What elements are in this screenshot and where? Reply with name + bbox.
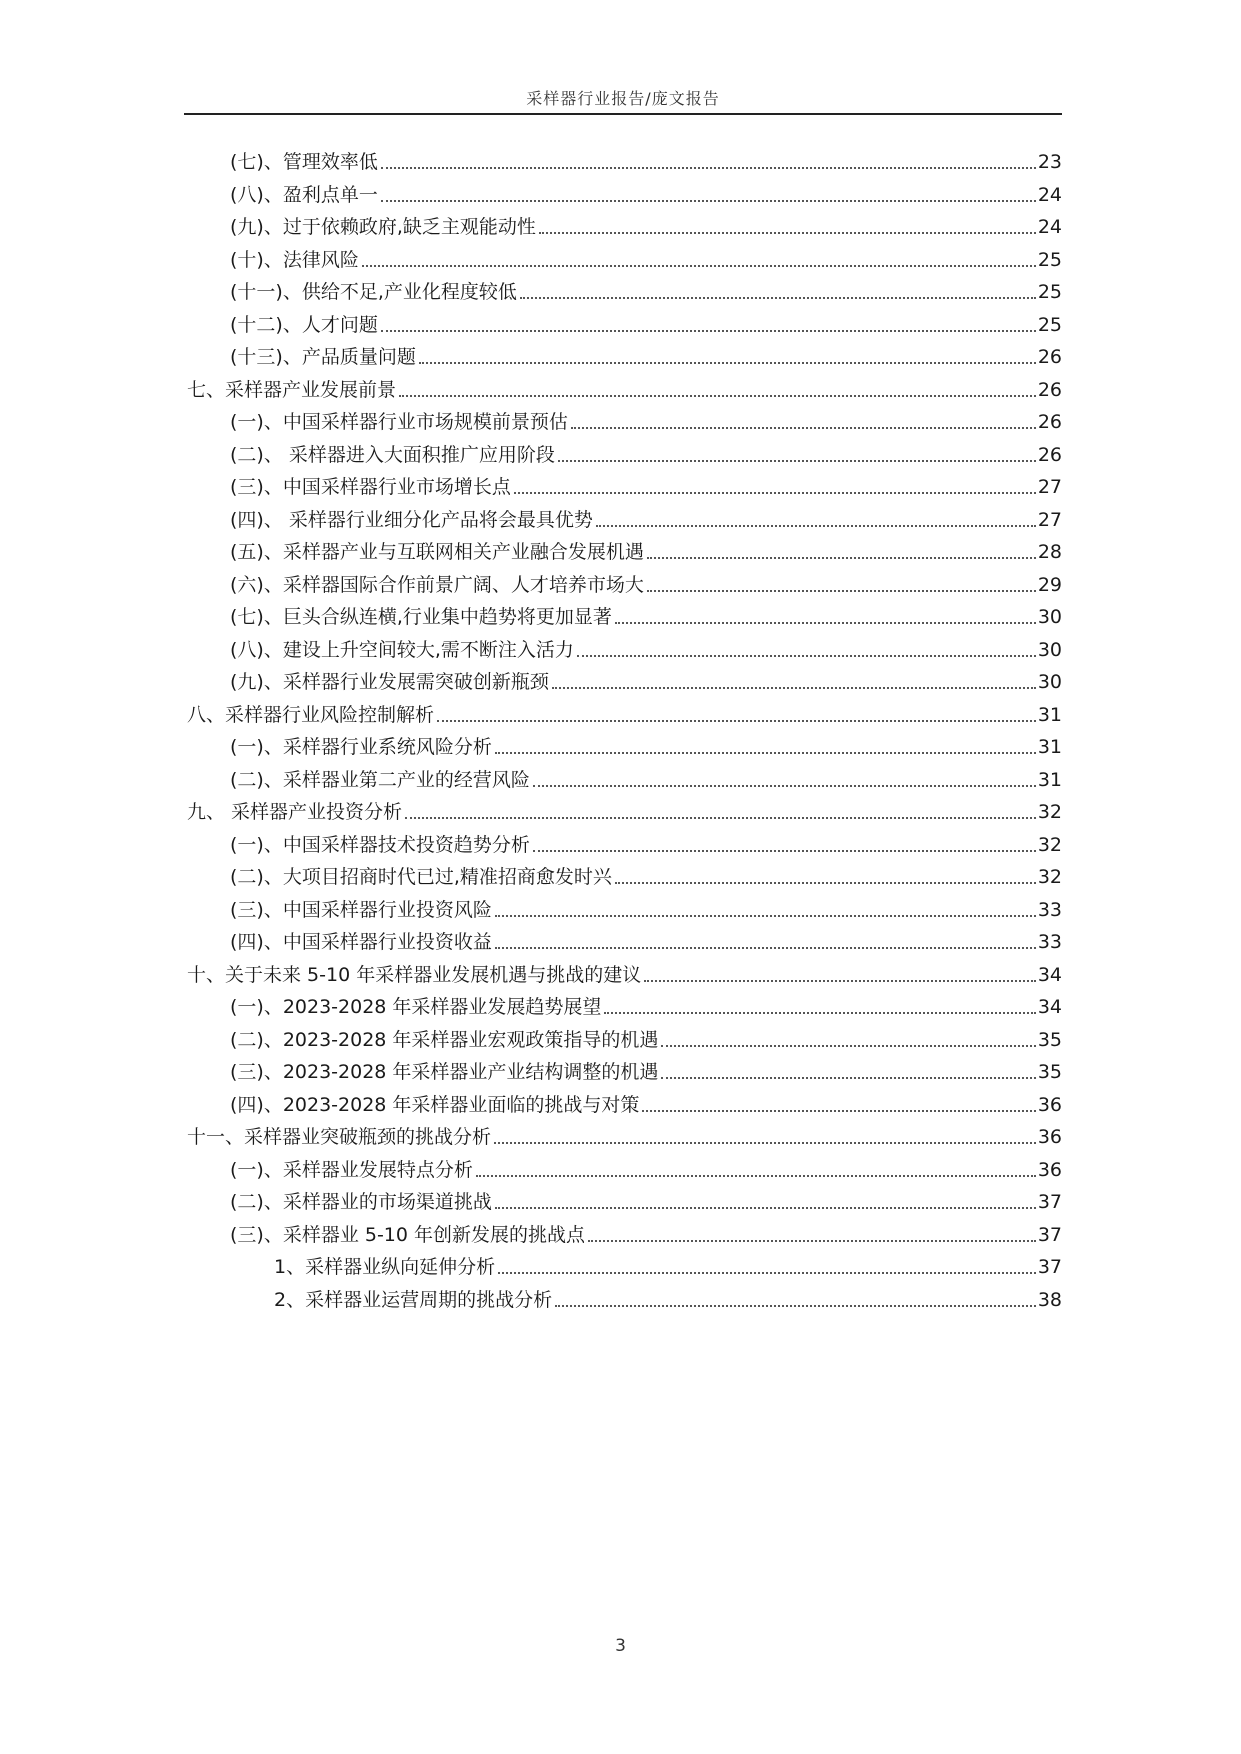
toc-entry-page: 26 (1037, 379, 1062, 401)
toc-dot-leader (647, 557, 1036, 559)
toc-entry-page: 32 (1037, 866, 1062, 888)
toc-entry-page: 27 (1037, 509, 1062, 531)
toc-entry-page: 34 (1037, 996, 1062, 1018)
toc-entry-title: (一)、中国采样器行业市场规模前景预估 (230, 411, 568, 433)
toc-entry[interactable] (230, 312, 1062, 338)
toc-dot-leader (495, 752, 1036, 754)
toc-entry-page: 24 (1037, 216, 1062, 238)
toc-dot-leader (533, 850, 1036, 852)
toc-entry-page: 38 (1037, 1289, 1062, 1311)
toc-dot-leader (437, 720, 1036, 722)
toc-entry-title: (十三)、产品质量问题 (230, 346, 416, 368)
toc-entry-title: (四)、中国采样器行业投资收益 (230, 931, 492, 953)
toc-dot-leader (495, 1207, 1036, 1209)
toc-dot-leader (419, 362, 1036, 364)
header-divider (184, 113, 1062, 115)
toc-entry[interactable] (230, 1189, 1062, 1215)
toc-entry[interactable] (230, 539, 1062, 565)
toc-entry-page: 25 (1037, 249, 1062, 271)
toc-entry-page: 36 (1037, 1094, 1062, 1116)
page-number: 3 (615, 1636, 626, 1656)
toc-entry-page: 23 (1037, 151, 1062, 173)
toc-entry-page: 33 (1037, 899, 1062, 921)
toc-dot-leader (552, 687, 1036, 689)
toc-entry[interactable] (230, 897, 1062, 923)
toc-entry[interactable] (230, 994, 1062, 1020)
toc-entry-page: 36 (1037, 1159, 1062, 1181)
toc-dot-leader (381, 200, 1036, 202)
toc-entry-page: 31 (1037, 704, 1062, 726)
toc-entry-page: 31 (1037, 736, 1062, 758)
toc-entry[interactable] (230, 474, 1062, 500)
toc-entry-title: 2、采样器业运营周期的挑战分析 (274, 1289, 553, 1311)
toc-dot-leader (642, 1110, 1035, 1112)
toc-entry[interactable] (274, 1254, 1062, 1280)
toc-entry[interactable] (230, 767, 1062, 793)
toc-dot-leader (520, 297, 1036, 299)
toc-entry[interactable] (230, 669, 1062, 695)
toc-dot-leader (588, 1240, 1036, 1242)
toc-entry[interactable] (230, 247, 1062, 273)
toc-dot-leader (495, 947, 1036, 949)
toc-entry[interactable] (187, 1124, 1062, 1150)
toc-dot-leader (399, 395, 1036, 397)
toc-entry-title: (四)、 采样器行业细分化产品将会最具优势 (230, 509, 593, 531)
toc-entry-page: 29 (1037, 574, 1062, 596)
toc-entry-title: (一)、中国采样器技术投资趋势分析 (230, 834, 530, 856)
toc-entry-title: (四)、2023-2028 年采样器业面临的挑战与对策 (230, 1094, 640, 1116)
toc-dot-leader (615, 622, 1036, 624)
toc-entry-title: (二)、大项目招商时代已过,精准招商愈发时兴 (230, 866, 612, 888)
toc-dot-leader (476, 1175, 1036, 1177)
toc-entry-page: 30 (1037, 671, 1062, 693)
toc-entry[interactable] (274, 1287, 1062, 1313)
toc-entry-page: 24 (1037, 184, 1062, 206)
toc-entry-title: (十)、法律风险 (230, 249, 359, 271)
toc-dot-leader (661, 1077, 1035, 1079)
toc-entry[interactable] (230, 149, 1062, 175)
toc-entry-title: (一)、2023-2028 年采样器业发展趋势展望 (230, 996, 602, 1018)
toc-entry-title: (二)、2023-2028 年采样器业宏观政策指导的机遇 (230, 1029, 659, 1051)
toc-entry-page: 31 (1037, 769, 1062, 791)
toc-entry-page: 37 (1037, 1224, 1062, 1246)
toc-entry[interactable] (230, 929, 1062, 955)
toc-entry-page: 36 (1037, 1126, 1062, 1148)
toc-entry[interactable] (230, 1157, 1062, 1183)
toc-entry[interactable] (230, 507, 1062, 533)
toc-entry-title: (六)、采样器国际合作前景广阔、人才培养市场大 (230, 574, 644, 596)
toc-dot-leader (571, 427, 1036, 429)
toc-entry-title: (一)、采样器业发展特点分析 (230, 1159, 473, 1181)
toc-entry-title: (二)、采样器业的市场渠道挑战 (230, 1191, 492, 1213)
toc-entry-page: 37 (1037, 1191, 1062, 1213)
toc-entry-page: 25 (1037, 314, 1062, 336)
toc-dot-leader (495, 915, 1036, 917)
toc-entry[interactable] (230, 442, 1062, 468)
toc-entry[interactable] (230, 279, 1062, 305)
toc-dot-leader (555, 1305, 1036, 1307)
toc-entry[interactable] (230, 1059, 1062, 1085)
toc-entry-title: (五)、采样器产业与互联网相关产业融合发展机遇 (230, 541, 644, 563)
toc-entry-page: 28 (1037, 541, 1062, 563)
toc-entry[interactable] (230, 1027, 1062, 1053)
toc-dot-leader (381, 167, 1036, 169)
toc-entry-title: (九)、过于依赖政府,缺乏主观能动性 (230, 216, 536, 238)
toc-entry[interactable] (230, 344, 1062, 370)
toc-entry[interactable] (187, 799, 1062, 825)
toc-dot-leader (381, 330, 1036, 332)
toc-entry-title: 十一、采样器业突破瓶颈的挑战分析 (187, 1126, 492, 1148)
toc-entry-title: (九)、采样器行业发展需突破创新瓶颈 (230, 671, 549, 693)
toc-entry[interactable] (187, 377, 1062, 403)
toc-dot-leader (539, 232, 1036, 234)
toc-entry-title: (三)、中国采样器行业市场增长点 (230, 476, 511, 498)
toc-entry-page: 37 (1037, 1256, 1062, 1278)
toc-dot-leader (615, 882, 1036, 884)
toc-entry[interactable] (187, 962, 1062, 988)
toc-dot-leader (514, 492, 1036, 494)
toc-entry[interactable] (230, 409, 1062, 435)
toc-entry-title: 十、关于未来 5-10 年采样器业发展机遇与挑战的建议 (187, 964, 642, 986)
toc-entry-title: (七)、管理效率低 (230, 151, 378, 173)
toc-entry-title: (八)、建设上升空间较大,需不断注入活力 (230, 639, 574, 661)
toc-entry[interactable] (230, 214, 1062, 240)
toc-entry-page: 30 (1037, 639, 1062, 661)
toc-entry-title: (一)、采样器行业系统风险分析 (230, 736, 492, 758)
toc-entry-title: (七)、巨头合纵连横,行业集中趋势将更加显著 (230, 606, 612, 628)
toc-entry-title: (二)、 采样器进入大面积推广应用阶段 (230, 444, 555, 466)
toc-dot-leader (405, 817, 1036, 819)
toc-entry-title: (八)、盈利点单一 (230, 184, 378, 206)
toc-dot-leader (604, 1012, 1035, 1014)
toc-dot-leader (494, 1142, 1036, 1144)
toc-entry[interactable] (230, 1222, 1062, 1248)
toc-dot-leader (533, 785, 1036, 787)
toc-entry-page: 32 (1037, 801, 1062, 823)
page-header: 采样器行业报告/庞文报告 (526, 89, 720, 108)
toc-entry-page: 35 (1037, 1061, 1062, 1083)
toc-entry[interactable] (230, 604, 1062, 630)
toc-dot-leader (498, 1272, 1036, 1274)
toc-dot-leader (647, 590, 1036, 592)
toc-entry[interactable] (230, 832, 1062, 858)
toc-dot-leader (644, 980, 1036, 982)
toc-entry-page: 26 (1037, 411, 1062, 433)
toc-entry[interactable] (187, 702, 1062, 728)
toc-entry[interactable] (230, 734, 1062, 760)
toc-entry-page: 27 (1037, 476, 1062, 498)
toc-entry-page: 34 (1037, 964, 1062, 986)
toc-entry[interactable] (230, 572, 1062, 598)
toc-entry-page: 26 (1037, 346, 1062, 368)
toc-entry-title: 八、采样器行业风险控制解析 (187, 704, 435, 726)
toc-entry-title: (三)、2023-2028 年采样器业产业结构调整的机遇 (230, 1061, 659, 1083)
toc-entry-title: (三)、采样器业 5-10 年创新发展的挑战点 (230, 1224, 586, 1246)
toc-entry-title: 1、采样器业纵向延伸分析 (274, 1256, 496, 1278)
toc-entry[interactable] (230, 182, 1062, 208)
toc-dot-leader (577, 655, 1036, 657)
toc-entry-title: 七、采样器产业发展前景 (187, 379, 397, 401)
toc-dot-leader (596, 525, 1036, 527)
toc-entry-title: (十二)、人才问题 (230, 314, 378, 336)
toc-entry-title: (三)、中国采样器行业投资风险 (230, 899, 492, 921)
toc-entry[interactable] (230, 864, 1062, 890)
toc-dot-leader (362, 265, 1036, 267)
toc-entry-title: (十一)、供给不足,产业化程度较低 (230, 281, 517, 303)
toc-entry-page: 26 (1037, 444, 1062, 466)
toc-entry-page: 32 (1037, 834, 1062, 856)
toc-entry-title: (二)、采样器业第二产业的经营风险 (230, 769, 530, 791)
toc-entry-title: 九、 采样器产业投资分析 (187, 801, 403, 823)
toc-entry-page: 30 (1037, 606, 1062, 628)
toc-entry[interactable] (230, 637, 1062, 663)
toc-dot-leader (558, 460, 1036, 462)
toc-entry[interactable] (230, 1092, 1062, 1118)
toc-entry-page: 25 (1037, 281, 1062, 303)
toc-dot-leader (661, 1045, 1035, 1047)
toc-entry-page: 33 (1037, 931, 1062, 953)
toc-entry-page: 35 (1037, 1029, 1062, 1051)
